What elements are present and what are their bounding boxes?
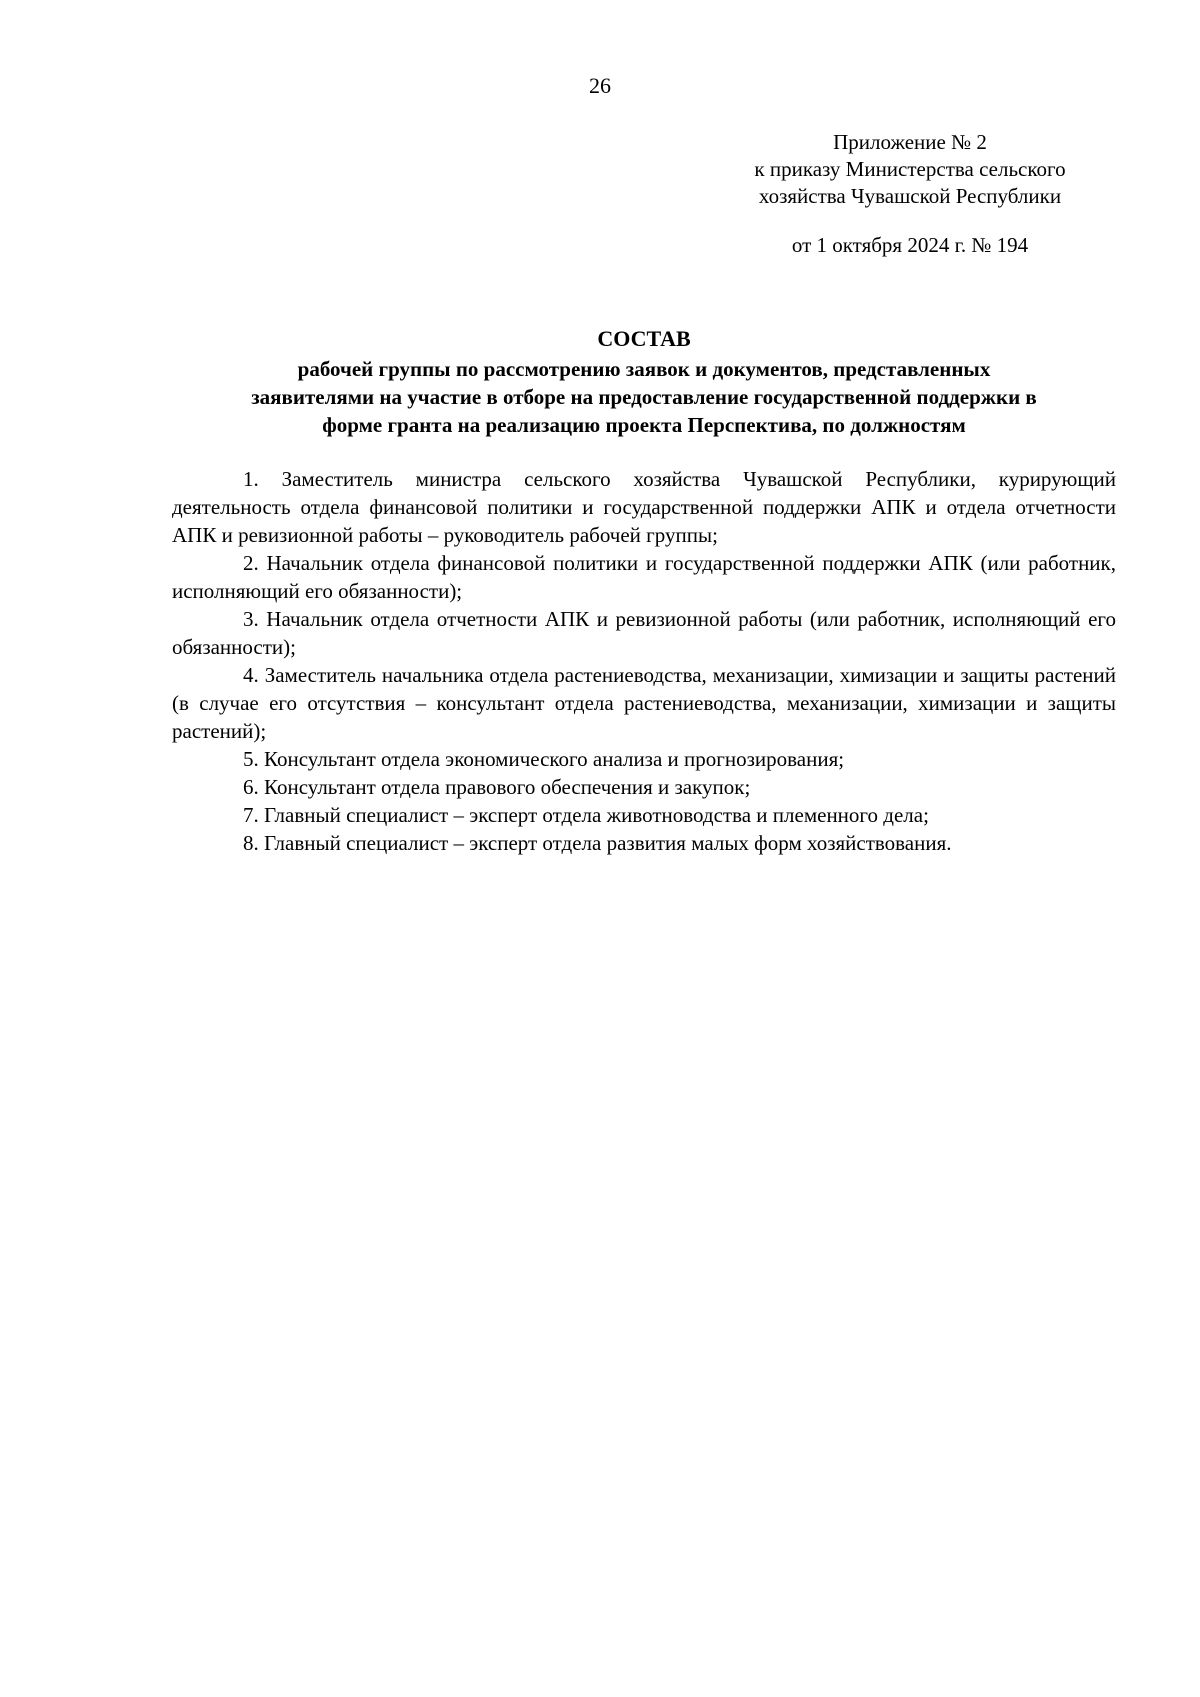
subtitle-line: рабочей группы по рассмотрению заявок и документов, представленных [297,357,991,381]
document-title-block [172,325,1116,439]
appendix-ministry-line: хозяйства Чувашской Республики [758,184,1062,208]
list-item: 4. Заместитель начальника отдела растениеводства, механизации, химизации и защиты растений (в случае его отсутствия – консультант отдела растениеводства, механизации, химизации и защиты растений); [172,663,1116,743]
appendix-date: от 1 октября 2024 г. № 194 [791,233,1029,257]
list-item: 1. Заместитель министра сельского хозяйства Чувашской Республики, курирующий деятельность отдела финансовой политики и государственной поддержки АПК и отдела отчетности АПК и ревизионной работы – руководитель рабочей группы; [172,467,1116,547]
list-item: 3. Начальник отдела отчетности АПК и ревизионной работы (или работник, исполняющий его обязанности); [172,607,1116,659]
list-item: 5. Консультант отдела экономического анализа и прогнозирования; [243,747,845,771]
subtitle-line: форме гранта на реализацию проекта Перспектива, по должностям [322,413,966,437]
appendix-title: Приложение № 2 [833,130,987,154]
list-item: 6. Консультант отдела правового обеспечения и закупок; [243,775,751,799]
subtitle-line: заявителями на участие в отборе на предоставление государственной поддержки в [251,385,1037,409]
document-subtitle [172,355,1116,439]
page-number: 26 [589,73,611,98]
list-item: 7. Главный специалист – эксперт отдела животноводства и племенного дела; [243,803,929,827]
appendix-block [700,129,1120,259]
appendix-order-line: к приказу Министерства сельского [754,157,1066,181]
list-item: 8. Главный специалист – эксперт отдела развития малых форм хозяйствования. [243,831,952,855]
document-title: СОСТАВ [597,326,691,351]
list-item: 2. Начальник отдела финансовой политики и государственной поддержки АПК (или работник, исполняющий его обязанности); [172,551,1116,603]
members-list [172,465,1116,857]
